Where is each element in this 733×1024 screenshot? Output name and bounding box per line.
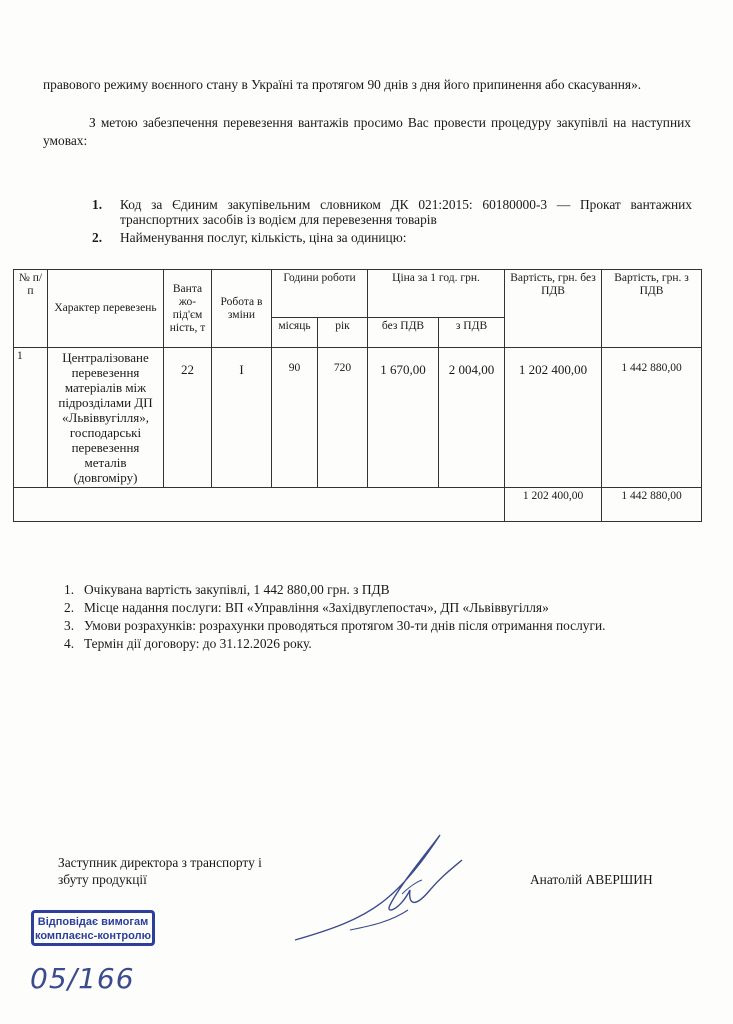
total-cost-no-vat: 1 202 400,00 — [505, 488, 602, 522]
row-capacity: 22 — [164, 348, 212, 488]
row-num: 1 — [14, 348, 48, 488]
compliance-stamp: Відповідає вимогам комплаєнс-контролю — [31, 910, 155, 946]
condition-item: 1. Код за Єдиним закупівельним словником ДК 021:2015: 60180000-3 — Прокат вантажних транспортних засобів із водієм для перевезення товарів — [92, 197, 692, 227]
signer-position: Заступник директора з транспорту і збуту продукції — [58, 855, 262, 887]
header-num: № п/ п — [14, 270, 48, 348]
header-price-no-vat: без ПДВ — [368, 318, 439, 348]
conditions-list — [92, 197, 692, 248]
header-character: Характер перевезень — [48, 270, 164, 348]
handwritten-signature — [290, 830, 470, 950]
intro-text-2: З метою забезпечення перевезення вантажів просимо Вас провести процедуру закупівлі на наступних умовах: — [43, 115, 691, 148]
row-cost-vat: 1 442 880,00 — [602, 348, 702, 488]
header-cost-vat: Вартість, грн. з ПДВ — [602, 270, 702, 348]
row-cost-no-vat: 1 202 400,00 — [505, 348, 602, 488]
term-item: 4. Термін дії договору: до 31.12.2026 року. — [64, 636, 312, 651]
row-year: 720 — [318, 348, 368, 488]
intro-paragraph-1 — [43, 76, 691, 94]
intro-text-1: правового режиму воєнного стану в Україні та протягом 90 днів з дня його припинення або скасування». — [43, 77, 642, 92]
header-shift: Робота в зміни — [212, 270, 272, 348]
header-year: рік — [318, 318, 368, 348]
row-price-no-vat: 1 670,00 — [368, 348, 439, 488]
table-header-row — [14, 270, 702, 318]
header-capacity: Ванта жо-під'єм ність, т — [164, 270, 212, 348]
term-item: 1. Очікувана вартість закупівлі, 1 442 880,00 грн. з ПДВ — [64, 582, 390, 597]
header-month: місяць — [272, 318, 318, 348]
term-item: 3. Умови розрахунків: розрахунки проводяться протягом 30-ти днів після отримання послуги. — [64, 618, 606, 633]
table-total-row — [14, 488, 702, 522]
terms-list — [64, 581, 684, 653]
row-price-vat: 2 004,00 — [439, 348, 505, 488]
row-character: Централізоване перевезення матеріалів між підрозділами ДП «Львіввугілля», господарські перевезення металів (довгоміру) — [48, 348, 164, 488]
row-month: 90 — [272, 348, 318, 488]
header-hours: Години роботи — [272, 270, 368, 318]
header-price-vat: з ПДВ — [439, 318, 505, 348]
signer-name: Анатолій АВЕРШИН — [530, 872, 653, 887]
total-empty-cell — [14, 488, 505, 522]
row-shift: І — [212, 348, 272, 488]
condition-item: 2. Найменування послуг, кількість, ціна за одиницю: — [92, 230, 407, 245]
registration-number: 05/166 — [30, 962, 135, 995]
term-item: 2. Місце надання послуги: ВП «Управління «Західвуглепостач», ДП «Львіввугілля» — [64, 600, 549, 615]
table-row — [14, 348, 702, 488]
total-cost-vat: 1 442 880,00 — [602, 488, 702, 522]
header-price: Ціна за 1 год. грн. — [368, 270, 505, 318]
services-table — [13, 269, 702, 522]
intro-paragraph-2 — [43, 114, 691, 150]
header-cost-no-vat: Вартість, грн. без ПДВ — [505, 270, 602, 348]
